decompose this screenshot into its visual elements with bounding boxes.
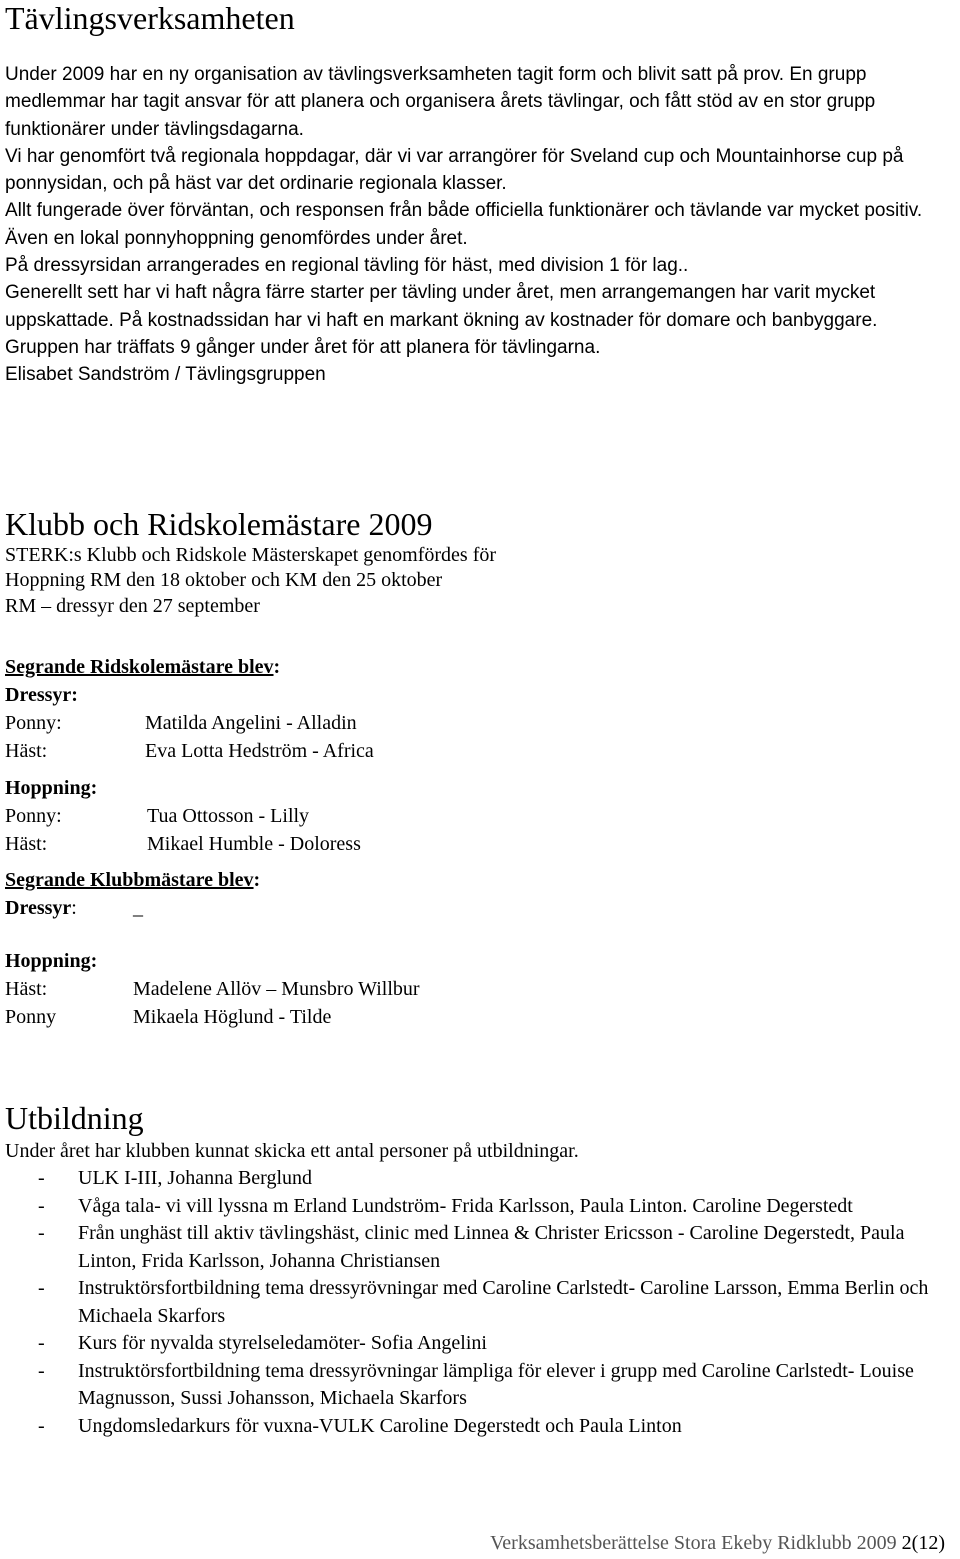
ridskolemastare-results: Segrande Ridskolemästare blev: Dressyr: Ponny: Matilda Angelini - Alladin Häst: Eva Lotta Hedström - Africa Hoppning: Ponny: Tua Ottosson - Lilly Häst: Mikael Humble - Doloress [5, 653, 945, 858]
result-row [5, 975, 945, 1003]
paragraph: Vi har genomfört två regionala hoppdagar, där vi var arrangörer för Sveland cup och Mountainhorse cup på ponnysidan, och på häst var det ordinarie regionala klasser. [5, 145, 904, 195]
paragraph: Generellt sett har vi haft några färre starter per tävling under året, men arrangemangen har varit mycket uppskattade. På kostnadssidan har vi haft en markant ökning av kostnader för domare och banbyggare. [5, 282, 878, 331]
bullet-dash: - [38, 1414, 45, 1437]
result-value: _ [133, 897, 143, 919]
intro-line: RM – dressyr den 27 september [5, 595, 260, 617]
ridskola-heading: Segrande Ridskolemästare blev [5, 656, 274, 678]
footer-title: Verksamhetsberättelse Stora Ekeby Ridklubb 2009 [490, 1532, 897, 1554]
result-row [5, 830, 945, 858]
section-title-utbildning: Utbildning [5, 1100, 144, 1136]
bullet-dash: - [38, 1194, 45, 1217]
result-value: Tua Ottosson - Lilly [147, 805, 310, 827]
bullet-dash: - [38, 1332, 45, 1354]
result-label: Ponny: [5, 805, 62, 827]
page-number: 2(12) [901, 1532, 945, 1554]
result-row: Dressyr: _ [5, 894, 945, 922]
list-item: - Våga tala- vi vill lyssna m Erland Lundström- Frida Karlsson, Paula Linton. Caroline Degerstedt [5, 1193, 945, 1221]
result-row [5, 802, 945, 830]
result-value: Matilda Angelini - Alladin [145, 712, 357, 734]
page-footer [490, 1530, 945, 1556]
utbildning-intro: Under året har klubben kunnat skicka ett antal personer på utbildningar. [5, 1140, 579, 1162]
klubb-heading: Segrande Klubbmästare blev [5, 869, 254, 891]
list-item: - Från unghäst till aktiv tävlingshäst, clinic med Linnea & Christer Ericsson - Caroline Degerstedt, Paula Linton, Frida Karlsson, Johanna Christiansen [38, 1222, 905, 1272]
bullet-dash: - [38, 1277, 45, 1299]
result-label: Häst: [5, 833, 48, 855]
result-row [5, 737, 945, 765]
result-value: Eva Lotta Hedström - Africa [145, 740, 374, 762]
section-title-tavlingsverksamheten: Tävlingsverksamheten [5, 0, 295, 36]
result-label: Ponny [5, 1006, 57, 1028]
paragraph: På dressyrsidan arrangerades en regional tävling för häst, med division 1 för lag.. [5, 255, 689, 277]
paragraph: Allt fungerade över förväntan, och responsen från både officiella funktionärer och tävlande var mycket positiv. [5, 200, 923, 222]
klubb-intro [5, 543, 945, 620]
list-item: - Instruktörsfortbildning tema dressyrövningar med Caroline Carlstedt- Caroline Larsson, Emma Berlin och Michaela Skarfors [38, 1277, 929, 1327]
bullet-dash: - [38, 1222, 45, 1244]
list-item: - Kurs för nyvalda styrelseledamöter- Sofia Angelini [5, 1330, 945, 1358]
utbildning-list [5, 1165, 945, 1440]
result-value: Madelene Allöv – Munsbro Willbur [133, 978, 420, 1000]
result-label: Ponny: [5, 712, 62, 734]
klubbmastare-results: Segrande Klubbmästare blev: Dressyr: _ Hoppning: Häst: Madelene Allöv – Munsbro Willbur Ponny Mikaela Höglund - Tilde [5, 866, 945, 1031]
signature-line: Elisabet Sandström / Tävlingsgruppen [5, 364, 326, 386]
list-item: - Instruktörsfortbildning tema dressyrövningar lämpliga för elever i grupp med Caroline Carlstedt- Louise Magnusson, Sussi Johansson, Michaela Skarfors [38, 1359, 914, 1409]
tavling-body [5, 61, 950, 389]
section-title-klubbmastare: Klubb och Ridskolemästare 2009 [5, 506, 433, 542]
bullet-dash: - [38, 1167, 45, 1189]
list-item: - ULK I-III, Johanna Berglund [5, 1165, 945, 1193]
intro-line: Hoppning RM den 18 oktober och KM den 25 oktober [5, 569, 443, 591]
dressyr-label: Dressyr: [5, 684, 78, 706]
hoppning-label: Hoppning: [5, 777, 98, 799]
bullet-dash: - [38, 1359, 45, 1382]
result-row [5, 709, 945, 737]
paragraph: Gruppen har träffats 9 gånger under året för att planera för tävlingarna. [5, 336, 601, 358]
result-row [5, 1003, 945, 1031]
paragraph: Även en lokal ponnyhoppning genomfördes under året. [5, 227, 468, 249]
result-label: Häst: [5, 978, 48, 1000]
list-item: - Ungdomsledarkurs för vuxna-VULK Caroline Degerstedt och Paula Linton [5, 1413, 945, 1441]
result-label: Häst: [5, 740, 48, 762]
result-value: Mikael Humble - Doloress [147, 833, 361, 855]
result-value: Mikaela Höglund - Tilde [133, 1006, 332, 1028]
paragraph: Under 2009 har en ny organisation av tävlingsverksamheten tagit form och blivit satt på prov. En grupp medlemmar har tagit ansvar för att planera och organisera årets tävlingar, och fått stöd av en stor grupp funktionärer under tävlingsdagarna. [5, 64, 876, 140]
hoppning-label: Hoppning: [5, 950, 98, 972]
intro-line: STERK:s Klubb och Ridskole Mästerskapet genomfördes för [5, 544, 497, 566]
dressyr-label: Dressyr [5, 897, 72, 919]
